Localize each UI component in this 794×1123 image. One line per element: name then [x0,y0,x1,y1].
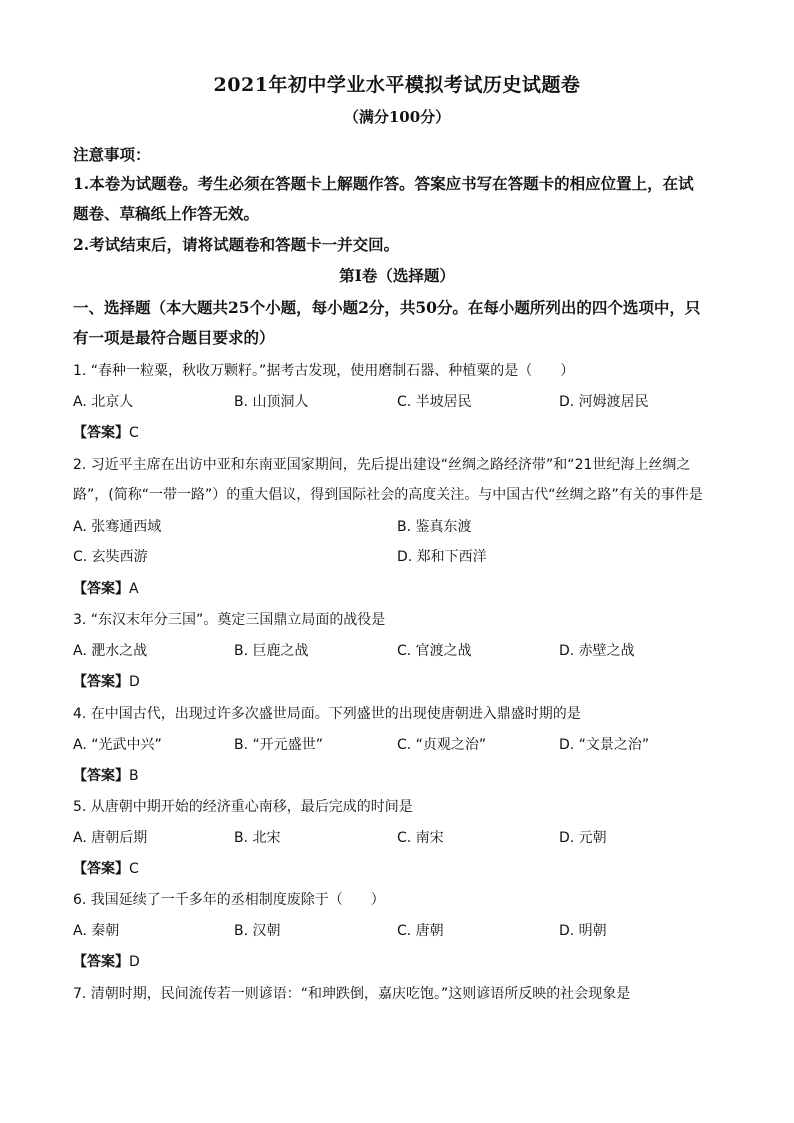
question-stem: 4. 在中国古代，出现过许多次盛世局面。下列盛世的出现使唐朝进入鼎盛时期的是 [73,706,581,722]
answer-tag: 【答案】 [73,954,129,970]
option-c: C. 官渡之战 [397,643,472,659]
option-a: A. 唐朝后期 [73,830,148,846]
option-b: B. 鉴真东渡 [397,519,472,535]
option-a: A. 北京人 [73,394,134,410]
answer-value: C [129,861,139,877]
option-d: D. 赤壁之战 [559,643,635,659]
notice-line-1a: 1.本卷为试题卷。考生必须在答题卡上解题作答。答案应书写在答题卡的相应位置上，在试 [73,174,694,193]
answer-tag: 【答案】 [73,768,129,784]
question-stem: 3. “东汉末年分三国”。奠定三国鼎立局面的战役是 [73,612,386,628]
option-d: D. 元朝 [559,830,607,846]
option-c: C. 唐朝 [397,923,444,939]
answer-line [73,578,139,598]
option-a: A. 淝水之战 [73,643,148,659]
option-b: B. 巨鹿之战 [234,643,309,659]
option-b: B. “开元盛世” [234,737,324,753]
answer-tag: 【答案】 [73,425,129,441]
answer-value: A [129,581,139,597]
question-stem: 2. 习近平主席在出访中亚和东南亚国家期间，先后提出建设“丝绸之路经济带”和“21世纪海上丝绸之 [73,457,691,473]
section-heading-a: 一、选择题（本大题共25个小题，每小题2分，共50分。在每小题所列出的四个选项中，只 [73,298,701,317]
question-stem-cont: 路”，(简称“一带一路”）的重大倡议，得到国际社会的高度关注。与中国古代“丝绸之路”有关的事件是 [73,487,703,503]
answer-line [73,422,139,442]
question-stem: 5. 从唐朝中期开始的经济重心南移，最后完成的时间是 [73,799,413,815]
answer-tag: 【答案】 [73,674,129,690]
option-d: D. 明朝 [559,923,607,939]
answer-line [73,765,139,785]
option-b: B. 北宋 [234,830,281,846]
option-b: B. 汉朝 [234,923,281,939]
answer-value: C [129,425,139,441]
question-stem: 7. 清朝时期，民间流传若一则谚语：“和珅跌倒，嘉庆吃饱。”这则谚语所反映的社会现象是 [73,986,631,1002]
option-d: D. 河姆渡居民 [559,394,649,410]
answer-tag: 【答案】 [73,861,129,877]
answer-line [73,951,140,971]
answer-value: B [129,768,139,784]
answer-line [73,858,139,878]
notice-line-1b: 题卷、草稿纸上作答无效。 [73,204,260,223]
page-title: 2021年初中学业水平模拟考试历史试题卷 [213,74,581,96]
option-d: D. 郑和下西洋 [397,549,487,565]
page-subtitle: （满分100分） [343,108,451,126]
option-a: A. “光武中兴” [73,737,162,753]
option-c: C. “贞观之治” [397,737,487,753]
notice-heading: 注意事项： [73,145,151,164]
section-title: 第I卷（选择题） [339,266,455,285]
notice-line-2: 2.考试结束后，请将试题卷和答题卡一并交回。 [73,235,400,254]
question-stem: 1. “春种一粒粟，秋收万颗籽。”据考古发现，使用磨制石器、种植粟的是（ ） [73,363,575,379]
answer-tag: 【答案】 [73,581,129,597]
answer-line [73,671,140,691]
answer-value: D [129,954,140,970]
option-a: A. 秦朝 [73,923,120,939]
option-d: D. “文景之治” [559,737,650,753]
answer-value: D [129,674,140,690]
option-c: C. 玄奘西游 [73,549,148,565]
option-c: C. 南宋 [397,830,444,846]
option-a: A. 张骞通西域 [73,519,162,535]
question-stem: 6. 我国延续了一千多年的丞相制度废除于（ ） [73,892,385,908]
option-b: B. 山顶洞人 [234,394,309,410]
option-c: C. 半坡居民 [397,394,472,410]
section-heading-b: 有一项是最符合题目要求的） [73,328,275,347]
